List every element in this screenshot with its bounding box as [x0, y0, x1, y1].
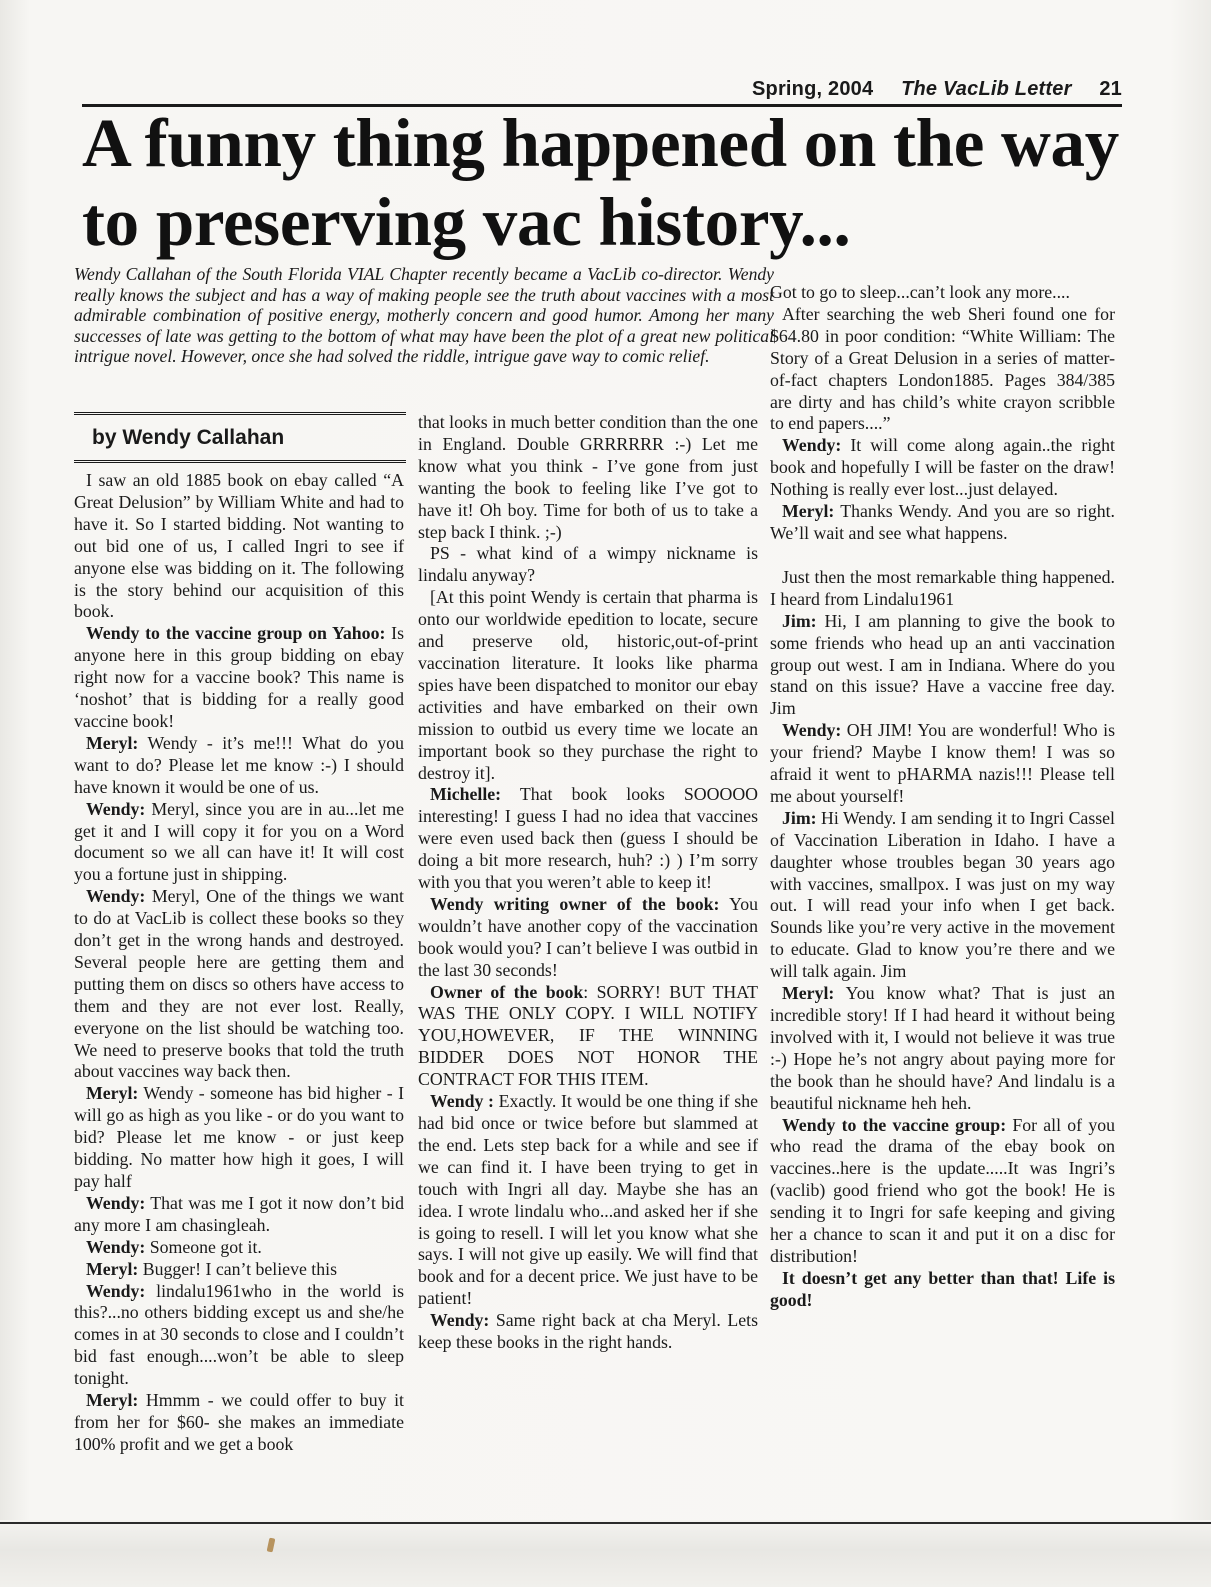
article-paragraph: [770, 1115, 1115, 1268]
article-paragraph: [74, 1281, 404, 1391]
article-paragraph: [74, 1259, 404, 1281]
article-paragraph: [74, 1193, 404, 1237]
article-paragraph: [770, 808, 1115, 983]
article-paragraph: [418, 894, 758, 982]
paragraph-text: Thanks Wendy. And you are so right. We’ll wait and see what happens.: [770, 501, 1115, 543]
paragraph-text: lindalu1961who in the world is this?...no others bidding except us and she/he comes in at 30 seconds to close and I couldn’t bid fast enough....won’t be able to sleep tonight.: [74, 1280, 404, 1389]
byline-rule-bottom: [74, 460, 406, 466]
page-header: [82, 78, 1122, 106]
article-paragraph: [418, 1310, 758, 1354]
paragraph-text: Someone got it.: [145, 1236, 262, 1257]
article-paragraph: [418, 982, 758, 1092]
article-paragraph: [74, 799, 404, 887]
article-paragraph: [770, 720, 1115, 808]
paragraph-text: PS - what kind of a wimpy nickname is lindalu anyway?: [418, 543, 758, 586]
speaker-name: Meryl:: [86, 1258, 139, 1279]
paragraph-text: It will come along again..the right book and hopefully I will be faster on the draw! Nothing is really ever lost...just delayed.: [770, 435, 1115, 500]
speaker-name: It doesn’t get any better than that! Life is good!: [770, 1267, 1115, 1310]
paragraph-text: Hi Wendy. I am sending it to Ingri Cassel of Vaccination Liberation in Idaho. I have a daughter whose troubles began 30 years ago with vaccines, smallpox. I was just on my way out. I will read your info when I get back. Sounds like you’re very active in the movement to educate. Glad to know you’re there and we will talk again. Jim: [770, 807, 1115, 982]
article-paragraph: [770, 435, 1115, 501]
article-paragraph: [770, 304, 1115, 435]
paragraph-text: Is anyone here in this group bidding on ebay right now for a vaccine book? This name is ‘noshot’ that is bidding for a really good vaccine book!: [74, 623, 405, 731]
paragraph-text: Same right back at cha Meryl. Lets keep these books in the right hands.: [418, 1310, 758, 1353]
paragraph-text: I saw an old 1885 book on ebay called “A Great Delusion” by William White and had to have it. So I started bidding. Not wanting to out bid one of us, I called Ingri to see if anyone else was bidding on it. The following is the story behind our acquisition of this book.: [74, 470, 404, 622]
paragraph-text: Just then the most remarkable thing happened. I heard from Lindalu1961: [770, 566, 1115, 609]
article-paragraph: [74, 470, 404, 623]
speaker-name: Meryl:: [86, 1390, 139, 1411]
speaker-name: Wendy to the vaccine group:: [782, 1114, 1007, 1135]
article-paragraph: [74, 886, 404, 1083]
speaker-name: Owner of the book: [430, 981, 584, 1002]
speaker-name: Wendy:: [86, 1236, 146, 1257]
paragraph-text: Wendy - it’s me!!! What do you want to do? Please let me know :-) I should have known it would be one of us.: [74, 732, 404, 797]
speaker-name: Wendy:: [782, 720, 842, 741]
paragraph-text: that looks in much better condition than the one in England. Double GRRRRRR :-) Let me know what you think - I’ve gone from just wanting the book to feeling like I’ve got to have it! Oh boy. Time for both of us to take a step back I think. ;-): [418, 412, 758, 542]
article-paragraph: [74, 1237, 404, 1259]
article-paragraph: [770, 983, 1115, 1114]
article-paragraph: [418, 412, 758, 543]
article-paragraph: [770, 501, 1115, 545]
page-bottom-line: [0, 1522, 1211, 1524]
article-headline: A funny thing happened on the way to preserving vac history...: [82, 105, 1119, 260]
article-paragraph: [74, 623, 404, 733]
paragraph-text: Exactly. It would be one thing if she had bid once or twice before but slammed at the end. Lets step back for a while and see if we can find it. I have been trying to get in touch with Ingri all day. Maybe she has an idea. I wrote lindalu who...and asked her if she is going to resell. I will let you know what she says. I will not give up easily. We will find that book and for a decent price. We just have to be patient!: [418, 1091, 758, 1309]
speaker-name: Wendy :: [430, 1091, 494, 1112]
paragraph-text: That was me I got it now don’t bid any more I am chasingleah.: [74, 1192, 404, 1235]
paragraph-text: That book looks SOOOOO interesting! I guess I had no idea that vaccines were even used back then (guess I should be doing a bit more research, huh? :) ) I’m sorry with you that you weren’t able to keep it!: [418, 784, 758, 893]
article-paragraph: [74, 1083, 404, 1193]
page-number: 21: [1099, 78, 1122, 100]
speaker-name: Wendy:: [86, 1192, 146, 1213]
paragraph-text: After searching the web Sheri found one for $64.80 in poor condition: “White William: The Story of a Great Delusion in a series of matter-of-fact chapters London1885. Pages 384/385 are dirty and has child’s white crayon scribble to end papers....”: [770, 303, 1115, 434]
issue-date: Spring, 2004: [751, 78, 874, 100]
paragraph-text: [At this point Wendy is certain that pharma is onto our worldwide epedition to locate, secure and preserve old, historic,out-of-print vaccination literature. It looks like pharma spies have been dispatched to monitor our ebay activities and have embarked on their own mission to outbid us every time we locate an important book so they purchase the right to destroy it].: [418, 587, 758, 783]
column-1: [74, 470, 404, 1456]
column-3: [770, 282, 1115, 1312]
speaker-name: Wendy to the vaccine group on Yahoo:: [86, 623, 386, 644]
speaker-name: Wendy:: [430, 1310, 490, 1331]
paragraph-text: Meryl, since you are in au...let me get it and I will copy it for you on a Word document so we all can have it! It will cost you a fortune just in shipping.: [74, 798, 404, 885]
paragraph-text: : SORRY! BUT THAT WAS THE ONLY COPY. I WILL NOTIFY YOU,HOWEVER, IF THE WINNING BIDDER DOES NOT HONOR THE CONTRACT FOR THIS ITEM.: [418, 981, 758, 1090]
paragraph-text: Bugger! I can’t believe this: [138, 1258, 337, 1279]
byline: by Wendy Callahan: [92, 426, 285, 449]
paragraph-text: You know what? That is just an incredible story! If I had heard it without being involved with it, I would not believe it was true :-) Hope he’s not angry about paying more for the book than he should have? And lindalu is a beautiful nickname heh heh.: [770, 983, 1115, 1113]
speaker-name: Meryl:: [86, 732, 139, 753]
article-paragraph: [418, 587, 758, 784]
article-paragraph: [418, 1091, 758, 1310]
paragraph-text: You wouldn’t have another copy of the vaccination book would you? I can’t believe I was outbid in the last 30 seconds!: [418, 893, 758, 980]
speaker-name: Wendy:: [86, 886, 146, 907]
speaker-name: Wendy:: [782, 435, 842, 456]
article-paragraph: [770, 282, 1115, 304]
article-paragraph: [770, 611, 1115, 721]
paragraph-text: Wendy - someone has bid higher - I will go as high as you like - or do you want to bid? Please let me know - or just keep bidding. No matter how high it goes, I will pay half: [74, 1083, 404, 1191]
paragraph-text: Meryl, One of the things we want to do at VacLib is collect these books so they don’t get in the wrong hands and destroyed. Several people here are getting them and putting them on discs so others have access to them and they are not ever lost. Really, everyone on the list should be watching too. We need to preserve books that told the truth about vaccines way back then.: [74, 886, 404, 1082]
paragraph-text: Hi, I am planning to give the book to some friends who head up an anti vaccination group out west. I am in Indiana. Where do you stand on this issue? Have a vaccine free day. Jim: [770, 610, 1115, 719]
byline-box: [74, 412, 406, 466]
byline-rule-top: [74, 412, 406, 418]
article-paragraph: [74, 1390, 404, 1456]
paragraph-text: Hmmm - we could offer to buy it from her for $60- she makes an immediate 100% profit and we get a book: [74, 1390, 404, 1454]
speaker-name: Jim:: [782, 807, 817, 828]
article-paragraph: [74, 733, 404, 799]
paragraph-text: OH JIM! You are wonderful! Who is your friend? Maybe I know them! I was so afraid it went to pHARMA nazis!!! Please tell me about yourself!: [770, 720, 1115, 806]
speaker-name: Meryl:: [86, 1083, 139, 1104]
speaker-name: Jim:: [782, 610, 817, 631]
article-intro: Wendy Callahan of the South Florida VIAL Chapter recently became a VacLib co-director. Wendy really knows the subject and has a way of making people see the truth about vaccines with a most admirable combination of positive energy, motherly concern and good humor. Among her many successes of late was getting to the bottom of what may have been the plot of a great new political intrigue novel. However, once she had solved the riddle, intrigue gave way to comic relief.: [74, 264, 774, 366]
article-paragraph: [418, 784, 758, 894]
article-paragraph: [770, 1268, 1115, 1312]
paragraph-text: Got to go to sleep...can’t look any more....: [770, 282, 1070, 302]
speaker-name: Wendy writing owner of the book:: [430, 893, 720, 914]
page-bottom-edge: [0, 1520, 1211, 1587]
speaker-name: Wendy:: [86, 798, 146, 819]
column-2: [418, 412, 758, 1354]
publication-name: The VacLib Letter: [901, 78, 1072, 100]
paragraph-text: For all of you who read the drama of the ebay book on vaccines..here is the update.....It was Ingri’s (vaclib) good friend who got the book! He is sending it to Ingri for safe keeping and giving her a chance to scan it and put it on a disc for distribution!: [770, 1114, 1115, 1266]
speaker-name: Meryl:: [782, 983, 835, 1004]
speaker-name: Michelle:: [430, 784, 502, 805]
speaker-name: Wendy:: [86, 1280, 146, 1301]
article-paragraph: [418, 543, 758, 587]
article-paragraph: [770, 567, 1115, 611]
speaker-name: Meryl:: [782, 501, 835, 522]
